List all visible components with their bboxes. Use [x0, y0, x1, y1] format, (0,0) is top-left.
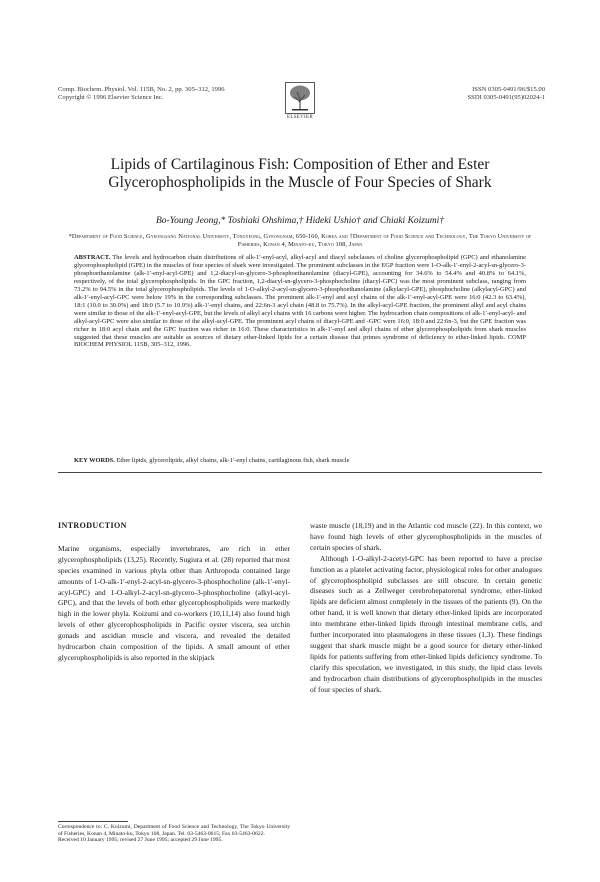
issn-block [468, 86, 545, 102]
correspondence-footnote: Correspondence to: C. Koizumi, Department of Food Science and Technology, The Tokyo University of Fisheries, Konan 4, Minato-ku, Tokyo 108, Japan. Tel. 03-5463-0615; Fax 03-5463-0622. [58, 824, 290, 837]
publisher-logo [278, 82, 322, 120]
journal-citation-line: Comp. Biochem. Physiol. Vol. 115B, No. 2, pp. 305–312, 1996 [58, 86, 225, 93]
intro-paragraph: Marine organisms, especially invertebrates, are rich in ether glycerophospholipids (13,25). Recently, Sugiura et al. (28) reported that most species examined in various phyla other than Arthropoda contained large amounts of 1-O-alk-1′-enyl-2-acyl-sn-glycero-3-phosphocholine (alk-1′-enyl-acyl-GPC) and 1-O-alkyl-2-acyl-sn-glycero-3-phosphocholine (alkyl-acyl-GPC), and that the levels of both ether glycerophospholipids were markedly high in the lower phyla. Koizumi and co-workers (10,11,14) also found high levels of ether glycerophospholipids in Pacific oyster viscera, sea urchin gonads and ascidian muscle and viscera, and revealed the detailed hydrocarbon chain composition of the lipids. A small amount of ether glycerophospholipids is also reported in the skipjack [58, 543, 290, 662]
publisher-logo-label: ELSEVIER [286, 115, 313, 120]
affiliation: *Department of Food Science, Gyeongsang National University, Tongyeong, Gyeongnam, 650-160, Korea and †Department of Food Science and Technology, The Tokyo University of Fisheries, Konan 4, Minato-ku, Tokyo 108, Japan [68, 233, 532, 249]
abstract [74, 254, 526, 349]
received-footnote: Received 10 January 1995; revised 27 June 1995; accepted 29 June 1995. [58, 837, 223, 844]
footnotes [58, 824, 290, 844]
footnote-divider [58, 821, 128, 822]
abstract-label: ABSTRACT. [74, 254, 111, 261]
section-heading: INTRODUCTION [58, 521, 127, 530]
copyright-line: Copyright © 1996 Elsevier Science Inc. [58, 94, 164, 101]
left-column [58, 521, 290, 664]
author-list: Bo-Young Jeong,* Toshiaki Ohshima,† Hideki Ushio† and Chiaki Koizumi† [156, 216, 444, 226]
abstract-text: The levels and hydrocarbon chain distributions of alk-1′-enyl-acyl, alkyl-acyl and diacyl subclasses of choline glycerophospholipid (GPC) and ethanolamine glycerophospholipid (GPE) in the muscles of four species of shark were investigated. The prominent subclasses in the EGP fraction were 1-O-alk-1′-enyl-2-acyl-sn-glycero-3-phosphoethanolamine (alk-1′-enyl-acyl-GPE) and 1,2-diacyl-sn-glycero-3-phosphoethanolamine (diacyl-GPE), accounting for 34.6% to 54.4% and 40.8% to 64.1%, respectively, of the total glycerophospholipids. In the GPC fraction, 1,2-diacyl-sn-glycero-3-phosphocholine (diacyl-GPC) was the most prominent subclass, ranging from 73.2% to 94.5% in the total glycerophospholipids. The levels of 1-O-alkyl-2-acyl-sn-glycero-3-phosphoethanolamine (alkylacyl-GPE), phosphocholine (alkylacyl-GPC) and alk-1′-enyl-acyl-GPC were below 19% in the corresponding subclasses. The prominent alk-1′-enyl and acyl chains of the alk-1′-enyl-acyl-GPE were 16:0 (42.3 to 63.4%), 18:1 (10.0 to 30.0%) and 18:0 (5.7 to 10.9%) alk-1′-enyl chains, and 22:6n-3 acyl chain (48.8 to 75.7%). In the alkyl-acyl-GPE fraction, the prominent alkyl and acyl chains were similar to those of the alk-1′-enyl-acyl-GPE, but the levels of alkyl acyl chains with 16 carbons were higher. The hydrocarbon chain compositions of alk-1′-enyl-acyl- and alkyl-acyl-GPC were also similar to those of the alkyl-acyl-GPE. The prominent acyl chains of diacyl-GPE and -GPC were 16:0, 18:0 and 22:6n-3, but the GPE fraction was richer in 18:0 acyl chain and the GPC fraction was richer in 16:0. These characteristics in alk-1′-enyl and alkyl chains of ether glycerophospholipids from shark muscles suggested that these muscles are suitable as sources of dietary ether-linked lipids for a certain disease that primes syndrome of deficiency to ether-linked lipids. COMP BIOCHEM PHYSIOL 115B, 305–312, 1996. [74, 254, 526, 349]
paragraph: waste muscle (18,19) and in the Atlantic cod muscle (22). In this context, we have found high levels of ether glycerophospholipids in the muscles of certain species of shark. [310, 521, 542, 552]
right-column [310, 521, 542, 696]
ssdi-line: SSDI 0305-0491(95)02024-1 [467, 94, 545, 101]
paragraph: Although 1-O-alkyl-2-acetyl-GPC has been reported to have a precise function as a platelet activating factor, physiological roles for other analogues of glycerophospholipid subclasses are still obscure. In certain genetic diseases such as a Zellweger cerebrohepatorenal syndrome, ether-linked lipids are deficient almost completely in the tissues of the patients (9). On the other hand, it is well known that dietary ether-linked lipids are incorporated into membrane ether-linked lipids through intestinal membrane cells, and further incorporated into plasmalogens in these tissues (1,3). These findings suggest that shark muscle might be a good source for dietary ether-linked lipids for patients suffering from ether-linked lipids deficiency syndrome. To clarify this speculation, we investigated, in this study, the lipid class levels and hydrocarbon chain distributions of glycerophospholipids in the muscles of four species of shark. [310, 553, 542, 694]
keywords [74, 457, 526, 465]
issn-line: ISSN 0305-0491/96/$15.00 [472, 86, 545, 93]
elsevier-tree-icon [285, 82, 315, 114]
article-title: Lipids of Cartilaginous Fish: Composition of Ether and Ester Glycerophospholipids in the Muscle of Four Species of Shark [108, 156, 492, 191]
keywords-label: KEY WORDS. [74, 457, 115, 464]
section-divider [58, 472, 542, 473]
journal-citation [58, 86, 225, 102]
keywords-text: Ether lipids, glycerolipids, alkyl chains, alk-1′-enyl chains, cartilaginous fish, shark muscle [116, 457, 350, 464]
